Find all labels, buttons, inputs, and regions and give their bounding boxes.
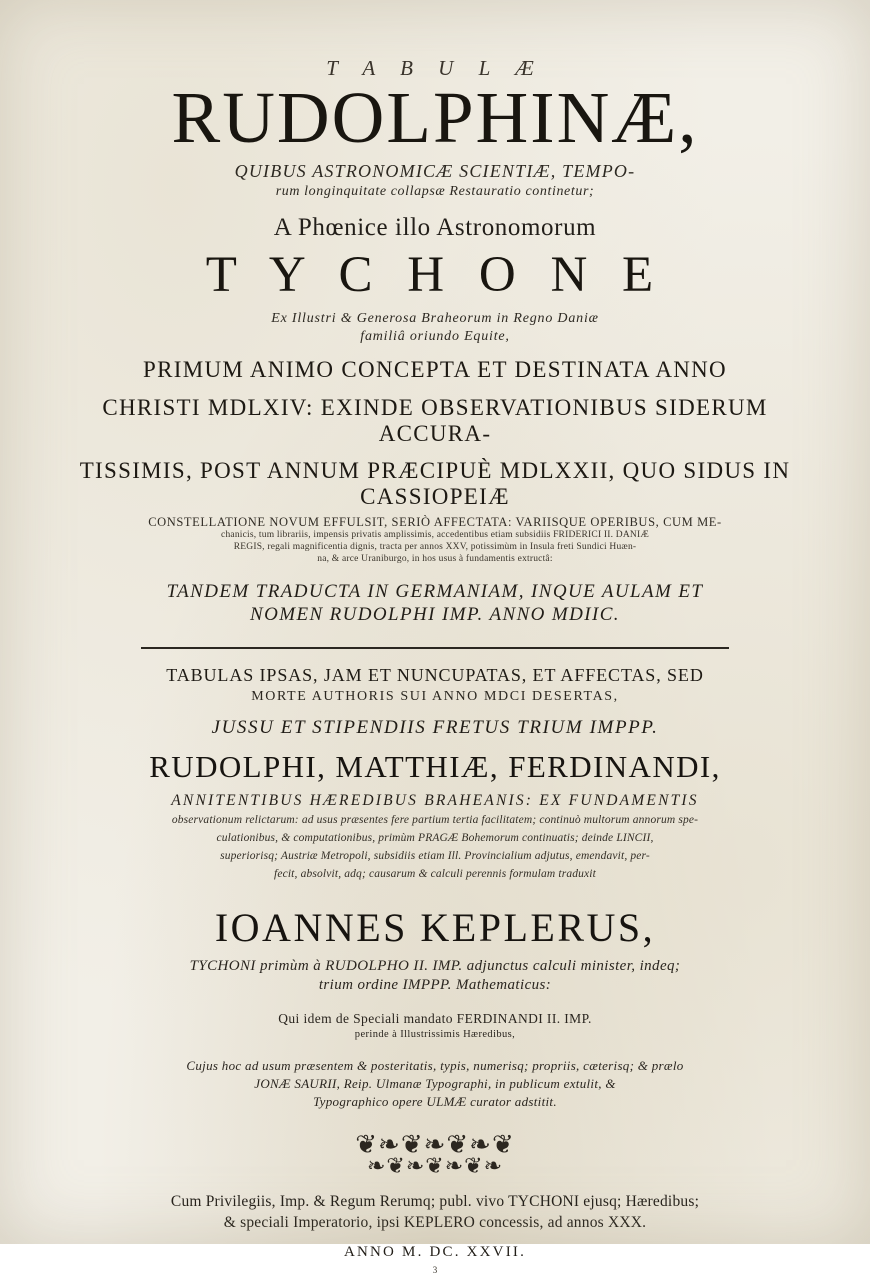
constellatione-line-1: CONSTELLATIONE NOVUM EFFULSIT, SERIÒ AFFECTATA: VARIISQUE OPERIBUS, CUM ME- [148,514,722,529]
page-number: 3 [432,1265,438,1275]
ex-illustri-line-2: familiâ oriundo Equite, [360,328,510,344]
tabulas-line-1: TABULAS IPSAS, JAM ET NUNCUPATAS, ET AFFECTAS, SED [166,665,704,685]
tandem-line-1: TANDEM TRADUCTA IN GERMANIAM, INQUE AULAM ET [166,581,704,603]
subtitle-line-2: rum longinquitate collapsæ Restauratio continetur; [275,184,595,200]
subtitle-line-1: QUIBUS ASTRONOMICÆ SCIENTIÆ, TEMPO- [234,161,636,182]
mandato-line-2: perinde à Illustrissimis Hæredibus, [354,1028,516,1040]
body-line-3: superiorisq; Austriæ Metropoli, subsidiis etiam Ill. Provincialium adjutus, emendavit, per- [220,850,650,863]
tychoni-line-2: trium ordine IMPPP. Mathematicus: [318,977,552,994]
printer-ornament [330,1129,540,1179]
primum-line-1: PRIMUM ANIMO CONCEPTA ET DESTINATA ANNO [143,357,727,383]
primum-line-2: CHRISTI MDLXIV: EXINDE OBSERVATIONIBUS SIDERUM ACCURA- [102,394,768,446]
tandem-line-2: NOMEN RUDOLPHI IMP. ANNO MDIIC. [250,604,620,626]
constellatione-line-4: na, & arce Uraniburgo, in hos usus à fundamentis extructâ: [317,553,553,564]
cujus-line-2: JONÆ SAURII, Reip. Ulmanæ Typographi, in publicum extulit, & [254,1076,616,1092]
ornament-row-1: ❦❧❦❧❦❧❦ [355,1129,515,1159]
cujus-line-3: Typographico opere ULMÆ curator adstitit. [313,1094,557,1110]
colophon-line-1: Cum Privilegiis, Imp. & Regum Rerumq; publ. vivo TYCHONI ejusq; Hæredibus; [170,1193,700,1211]
mandato-line-1: Qui idem de Speciali mandato FERDINANDI II. IMP. [278,1010,592,1026]
annitentibus-line: ANNITENTIBUS HÆREDIBUS BRAHEANIS: EX FUNDAMENTIS [171,792,699,810]
page-title: RUDOLPHINÆ, [171,77,699,158]
horizontal-divider [141,647,729,649]
author-kepler: IOANNES KEPLERUS, [214,904,656,950]
tychoni-line-1: TYCHONI primùm à RUDOLPHO II. IMP. adjunctus calculi minister, indeq; [189,957,681,974]
jussu-line: JUSSU ET STIPENDIIS FRETUS TRIUM IMPPP. [211,717,659,739]
ornament-row-2: ❧❦❧❦❧❦❧ [366,1153,504,1179]
author-tychone: T Y C H O N E [205,247,665,304]
heading-tabulae: T A B U L Æ [326,56,544,80]
emperors-line: RUDOLPHI, MATTHIÆ, FERDINANDI, [149,749,721,785]
title-page-sheet [58,56,812,1275]
ex-illustri-line-1: Ex Illustri & Generosa Braheorum in Regno Daniæ [271,311,599,327]
body-line-4: fecit, absolvit, adq; causarum & calculi perennis formulam traduxit [273,868,596,881]
cujus-line-1: Cujus hoc ad usum præsentem & posteritatis, typis, numerisq; propriis, cæterisq; & prælo [186,1058,684,1074]
constellatione-line-2: chanicis, tum librariis, impensis privatis amplissimis, accedentibus etiam subsidiis FRIDERICI II. DANIÆ [221,529,649,540]
primum-line-3: TISSIMIS, POST ANNUM PRÆCIPUÈ MDLXXII, QUO SIDUS IN CASSIOPEIÆ [79,458,791,510]
constellatione-line-3: REGIS, regali magnificentia dignis, tracta per annos XXV, potissimùm in Insula freti Sundici Huæn- [233,541,637,552]
body-line-1: observationum relictarum: ad usus præsentes fere partium tertia facilitatem; continuò multorum annorum spe- [171,814,699,827]
phoenice-line: A Phœnice illo Astronomorum [273,214,597,242]
colophon-line-2: & speciali Imperatorio, ipsi KEPLERO concessis, ad annos XXX. [223,1214,647,1232]
tabulas-line-2: MORTE AUTHORIS SUI ANNO MDCI DESERTAS, [251,689,619,705]
publication-year: ANNO M. DC. XXVII. [343,1244,527,1261]
body-line-2: culationibus, & computationibus, primùm PRAGÆ Bohemorum continuatis; deinde LINCII, [216,832,654,845]
